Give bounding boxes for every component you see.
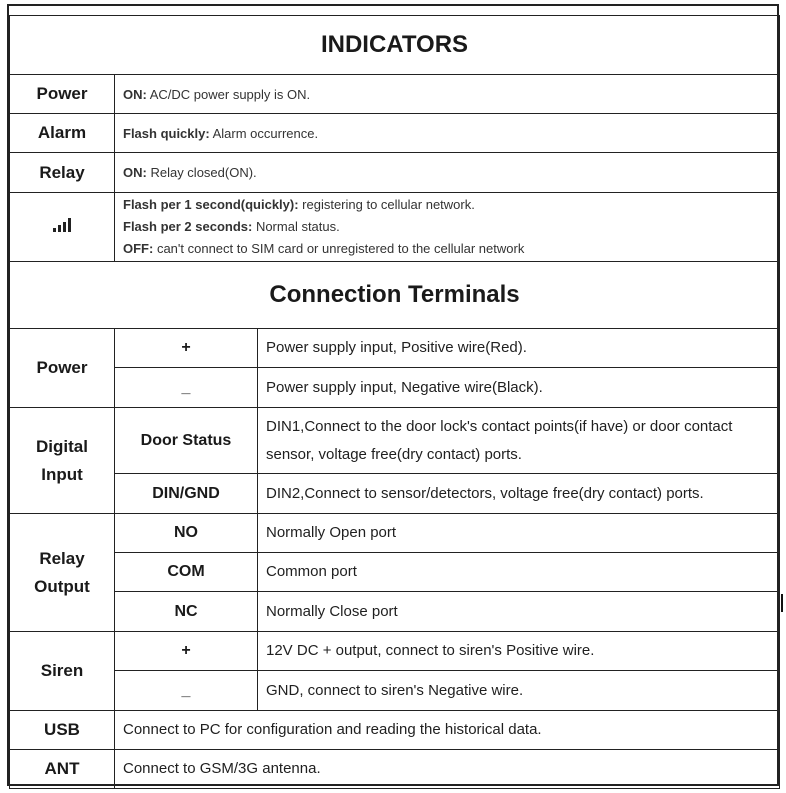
terminal-group-label: Relay Output <box>10 514 115 632</box>
indicators-header-row <box>10 16 780 75</box>
table-row <box>10 329 780 368</box>
terminal-description: GND, connect to siren's Negative wire. <box>258 671 780 711</box>
terminal-description: DIN1,Connect to the door lock's contact points(if have) or door contact sensor, voltage free(dry contact) ports. <box>258 408 780 474</box>
terminal-description: Power supply input, Positive wire(Red). <box>258 329 780 368</box>
terminal-description: Connect to PC for configuration and reading the historical data. <box>115 711 780 750</box>
table-row <box>10 368 780 408</box>
signal-line: Flash per 2 seconds: Normal status. <box>123 219 340 234</box>
table-row <box>10 474 780 514</box>
terminal-group-label: ANT <box>10 750 115 789</box>
table-row <box>10 514 780 553</box>
terminal-sub-label: _ <box>115 671 258 711</box>
terminal-description: Common port <box>258 553 780 592</box>
indicator-description: ON: Relay closed(ON). <box>115 153 780 193</box>
terminals-title: Connection Terminals <box>10 262 780 329</box>
indicators-title: INDICATORS <box>10 16 780 75</box>
terminal-sub-label: DIN/GND <box>115 474 258 514</box>
signal-line: OFF: can't connect to SIM card or unregistered to the cellular network <box>123 241 525 256</box>
terminal-sub-label: NC <box>115 592 258 632</box>
indicator-description <box>115 193 780 262</box>
table-row <box>10 750 780 789</box>
indicator-row-signal <box>10 193 780 262</box>
terminal-sub-label: NO <box>115 514 258 553</box>
terminal-group-label: Siren <box>10 632 115 711</box>
terminal-sub-label: Door Status <box>115 408 258 474</box>
terminal-group-label: Power <box>10 329 115 408</box>
indicator-label: Power <box>10 75 115 114</box>
table-row <box>10 711 780 750</box>
terminal-description: Normally Close port <box>258 592 780 632</box>
indicator-row-alarm <box>10 114 780 153</box>
terminal-group-label: USB <box>10 711 115 750</box>
spec-table <box>9 15 780 789</box>
terminal-description: Power supply input, Negative wire(Black). <box>258 368 780 408</box>
terminal-description: Connect to GSM/3G antenna. <box>115 750 780 789</box>
terminal-description: DIN2,Connect to sensor/detectors, voltage free(dry contact) ports. <box>258 474 780 514</box>
indicator-row-relay <box>10 153 780 193</box>
indicator-label: Alarm <box>10 114 115 153</box>
terminal-description: Normally Open port <box>258 514 780 553</box>
signal-strength-icon <box>53 218 71 232</box>
signal-line: Flash per 1 second(quickly): registering to cellular network. <box>123 197 475 212</box>
indicator-description: Flash quickly: Alarm occurrence. <box>115 114 780 153</box>
table-row <box>10 553 780 592</box>
table-row <box>10 671 780 711</box>
signal-indicator-cell <box>10 193 115 262</box>
terminal-sub-label: COM <box>115 553 258 592</box>
terminal-description: 12V DC + output, connect to siren's Positive wire. <box>258 632 780 671</box>
indicator-description: ON: AC/DC power supply is ON. <box>115 75 780 114</box>
indicator-label: Relay <box>10 153 115 193</box>
table-row <box>10 632 780 671</box>
edge-mark <box>781 594 783 612</box>
terminal-sub-label: + <box>115 329 258 368</box>
table-row <box>10 592 780 632</box>
terminals-header-row <box>10 262 780 329</box>
terminal-group-label: Digital Input <box>10 408 115 514</box>
indicator-row-power <box>10 75 780 114</box>
table-row <box>10 408 780 474</box>
terminal-sub-label: _ <box>115 368 258 408</box>
terminal-sub-label: + <box>115 632 258 671</box>
